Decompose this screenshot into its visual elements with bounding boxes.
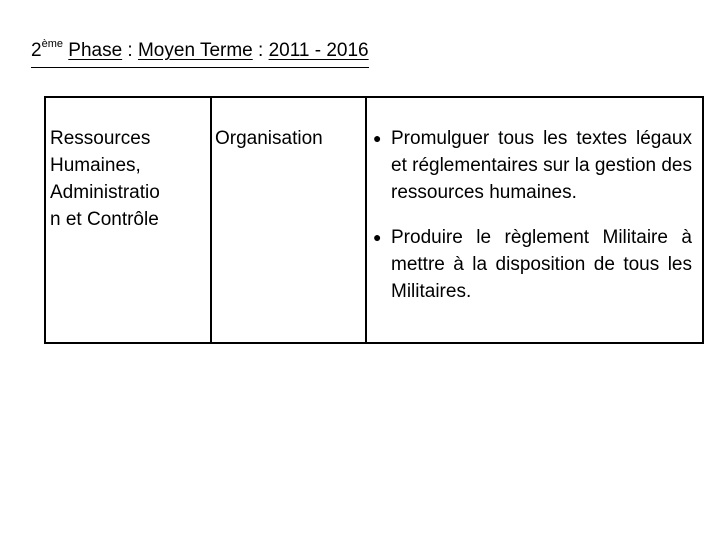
actions-cell [366,97,703,343]
bullet-icon: ● [373,130,382,146]
list-item [367,224,692,305]
title-separator-1: : [122,40,138,61]
domain-line: Humaines, [50,155,141,176]
actions-list [367,125,692,305]
bullet-icon: ● [373,229,382,245]
action-text: Produire le règlement Militaire à mettre à la disposition de tous les Militaires. [391,227,692,302]
phase-superscript: ème [41,38,63,50]
phase-number: 2 [31,40,42,61]
axis-cell [211,97,366,343]
plan-table [44,96,704,344]
term-label: Moyen Terme [137,40,253,61]
domain-line: n et Contrôle [50,209,159,230]
title-separator-2: : [252,40,269,61]
list-item [367,125,692,206]
axis-label: Organisation [215,128,323,149]
years-range: 2011 - 2016 [268,40,369,61]
page-title [31,40,369,68]
phase-word: Phase [68,40,123,61]
domain-line: Ressources [50,128,151,149]
table-row [45,97,703,343]
action-text: Promulguer tous les textes légaux et réglementaires sur la gestion des ressources humaines. [391,128,692,203]
domain-line: Administratio [50,182,160,203]
domain-cell [45,97,211,343]
